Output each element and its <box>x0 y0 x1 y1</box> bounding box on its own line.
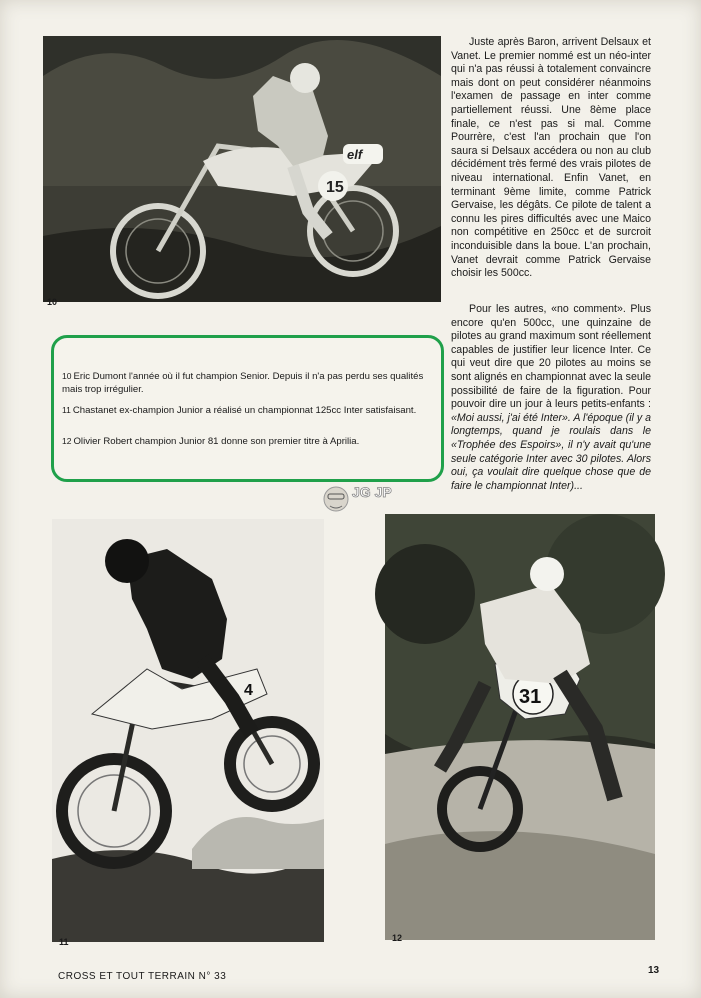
caption-number: 12 <box>62 436 72 446</box>
photo-11-number: 11 <box>59 937 69 947</box>
sponsor-elf: elf <box>347 147 363 162</box>
photo-10-motocross-rider <box>43 36 441 302</box>
page-number: 13 <box>648 965 660 976</box>
bike-number-4: 4 <box>244 682 253 699</box>
photographer-sticker <box>322 479 392 521</box>
caption-text: Olivier Robert champion Junior 81 donne son premier titre à Aprilia. <box>73 436 360 447</box>
bike-number-31: 31 <box>519 686 542 708</box>
article-paragraph-2-italic: «Moi aussi, j'ai été Inter». A l'époque (il y a longtemps, quand je roulais dans le «Trophée des Espoirs», il n'y avait qu'une seule catégorie Inter avec 30 pilotes. Alors oui, ça voulait dire quelque chose que de faire le championnat Inter)... <box>451 411 651 492</box>
caption-10 <box>62 370 434 396</box>
bike-number-15: 15 <box>326 179 344 196</box>
caption-number: 11 <box>62 405 71 415</box>
article-text-bottom <box>451 303 651 493</box>
article-paragraph-2 <box>451 303 651 493</box>
caption-12 <box>62 435 434 448</box>
photo-10-number: 10 <box>47 297 58 307</box>
photo-12-motocross-cornering <box>385 514 655 940</box>
sticker-text: JG JP <box>352 484 392 500</box>
caption-text: Eric Dumont l'année où il fut champion Senior. Depuis il n'a pas perdu ses qualités mais trop irrégulier. <box>62 371 424 395</box>
caption-11 <box>62 404 434 417</box>
photo-11-motocross-jump <box>52 519 324 942</box>
article-paragraph-1: Juste après Baron, arrivent Delsaux et Vanet. Le premier nommé est un néo-inter qui n'a pas réussi à totalement convaincre mais dont on peut considérer néanmoins l'examen de passage en inter comme partiellement réussi. Une 8ème place finale, ce n'est pas si mal. Comme Pourrère, c'est l'an prochain que l'on saura si Delsaux accédera ou non au club décidément très fermé des vrais pilotes de niveau international. Enfin Vanet, en terminant 9ème limite, comme Patrick Gervaise, les dégâts. Ce pilote de talent a connu les pires difficultés avec une Maico non compétitive en 250cc et de surcroit inconduisible dans la boue. L'an prochain, Vanet devrait comme Patrick Gervaise choisir les 500cc. <box>451 36 651 280</box>
article-paragraph-2-regular: Pour les autres, «no comment». Plus encore qu'en 500cc, une quinzaine de pilotes au grand maximum sont réellement capables de justifier leur licence Inter. Ce qui veut dire que 20 pilotes au moins se sont alignés en championnat avec la seule possibilité de faire de la figuration. Pour pouvoir dire un jour à leurs petits-enfants : <box>451 303 651 411</box>
photo-12-number: 12 <box>392 933 403 943</box>
caption-number: 10 <box>62 371 72 381</box>
caption-box <box>51 335 444 482</box>
article-text-top <box>451 36 651 281</box>
magazine-footer: CROSS ET TOUT TERRAIN N° 33 <box>58 971 227 982</box>
caption-text: Chastanet ex-champion Junior a réalisé un championnat 125cc Inter satisfaisant. <box>72 405 417 416</box>
